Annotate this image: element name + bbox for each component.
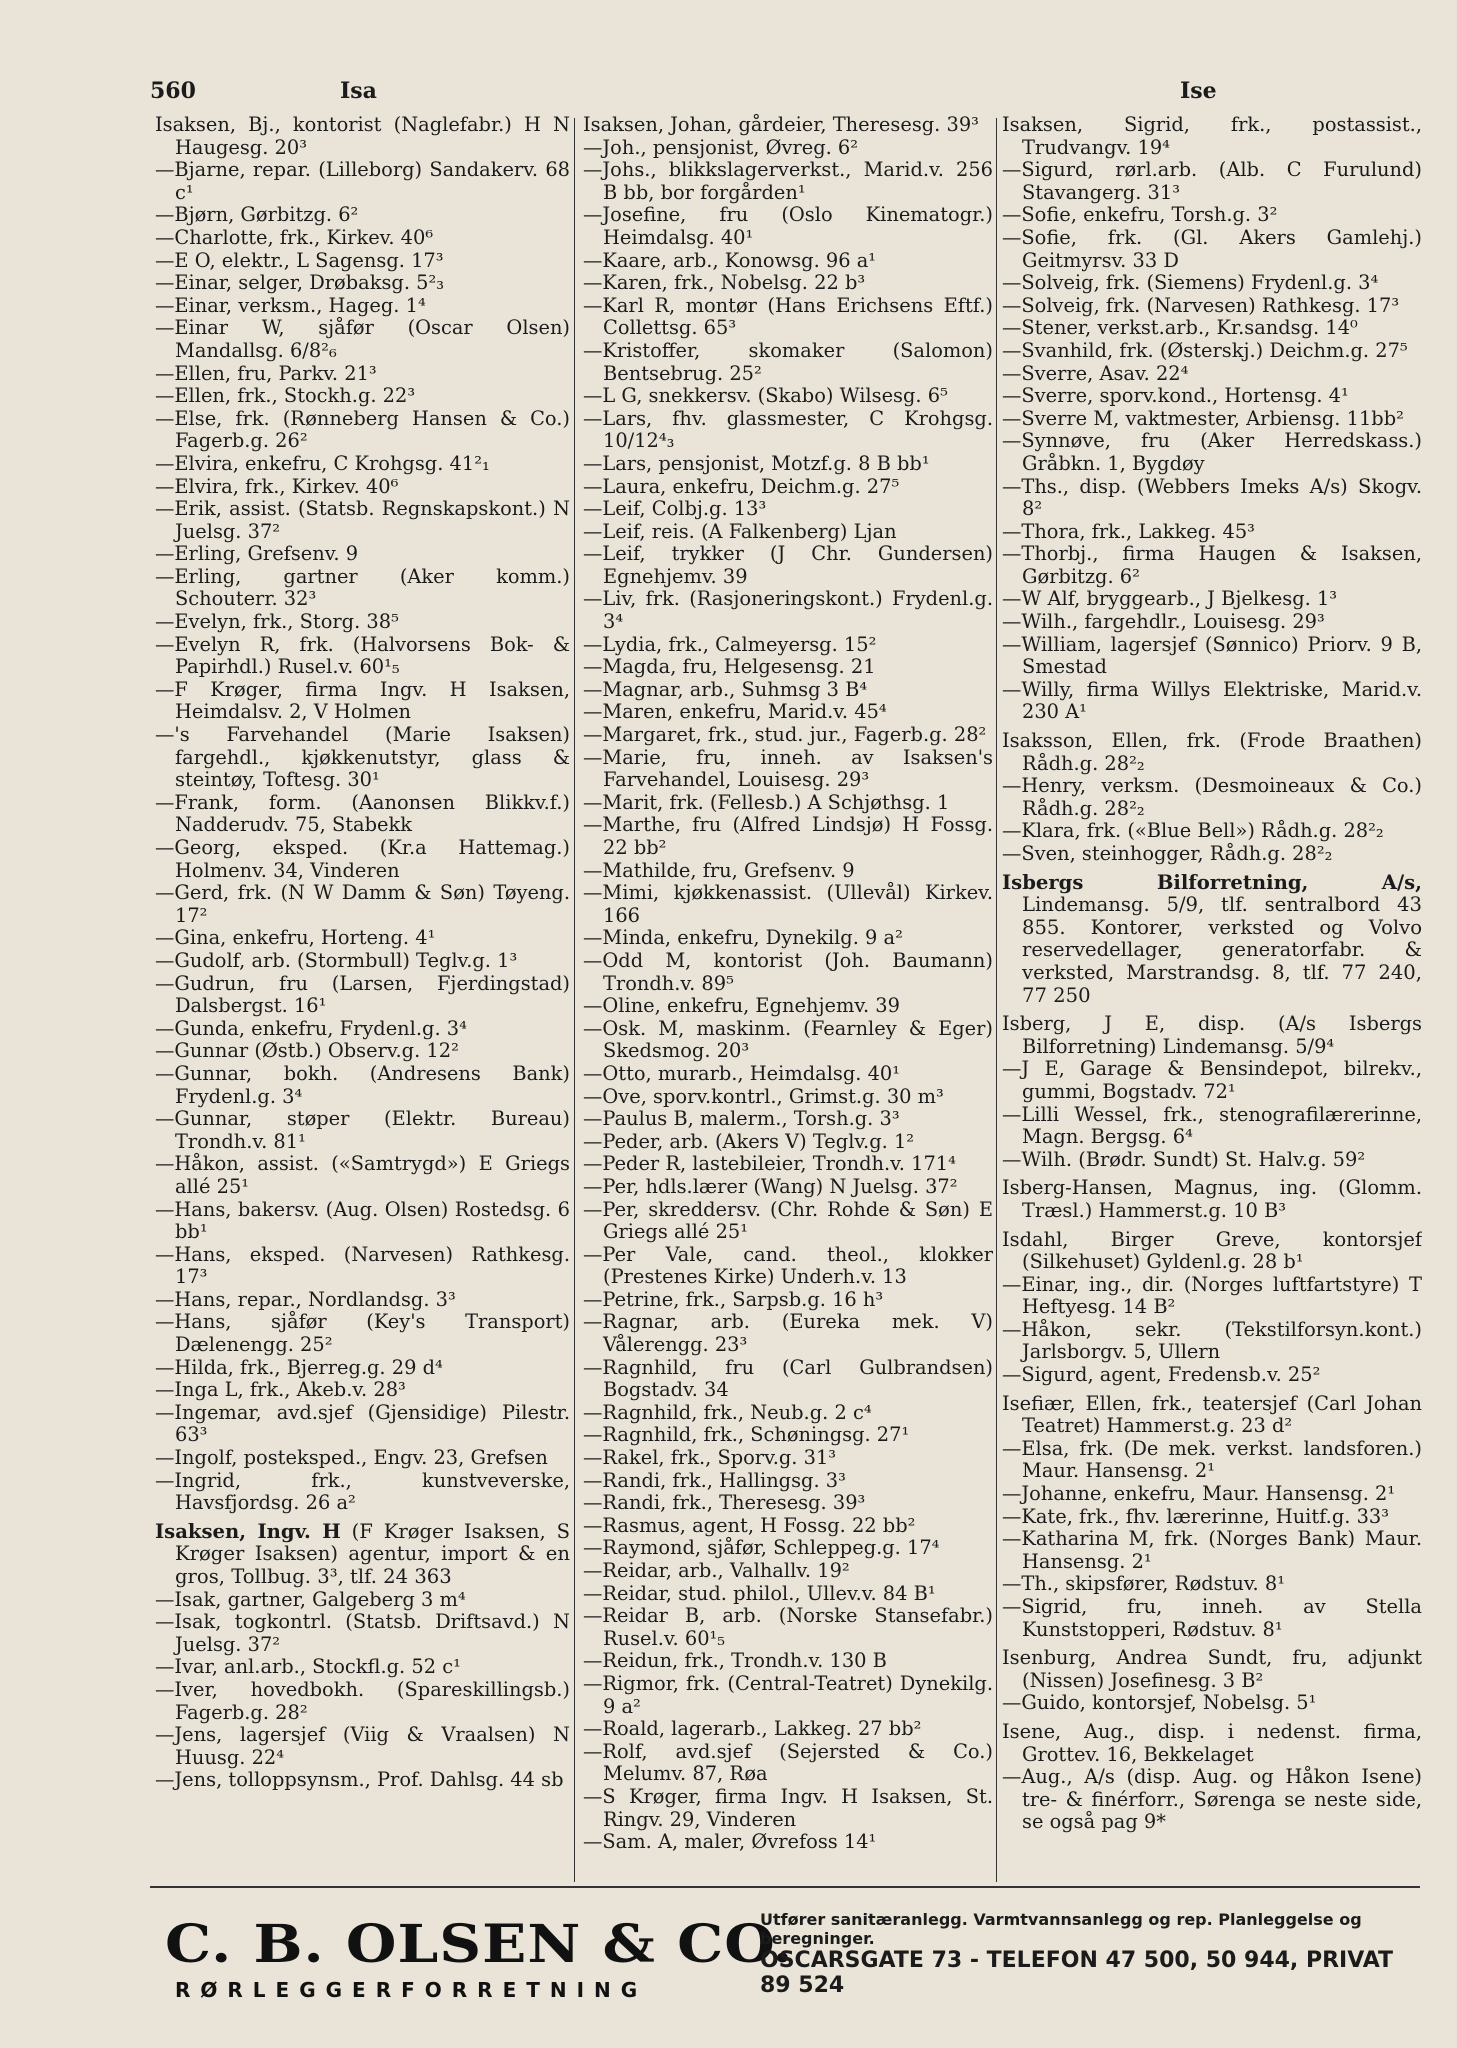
right-running-head: Ise	[1180, 78, 1217, 104]
directory-entry: —'s Farvehandel (Marie Isaksen) fargehdl., kjøkkenutstyr, glass & steintøy, Toftesg. 30¹	[155, 723, 570, 792]
directory-entry: —Stener, verkst.arb., Kr.sandsg. 14⁰	[1002, 316, 1358, 340]
directory-entry: —Thora, frk., Lakkeg. 45³	[1002, 519, 1255, 543]
ad-contact: OSCARSGATE 73 - TELEFON 47 500, 50 944, PRIVAT 89 524	[760, 1948, 1394, 1998]
directory-entry: —Ingrid, frk., kunstveverske, Havsfjordsg. 26 a²	[155, 1468, 570, 1515]
directory-entry: —Evelyn R, frk. (Halvorsens Bok- & Papirhdl.) Rusel.v. 60¹₅	[155, 632, 570, 679]
directory-entry: —Gina, enkefru, Horteng. 4¹	[155, 926, 436, 950]
directory-entry: —Inga L, frk., Akeb.v. 28³	[155, 1378, 406, 1402]
ad-services: Utfører sanitæranlegg. Varmtvannsanlegg og rep. Planleggelse og beregninger.	[760, 1910, 1362, 1948]
directory-entry: —Sam. A, maler, Øvrefoss 14¹	[583, 1830, 877, 1854]
directory-entry: —Charlotte, frk., Kirkev. 40⁶	[155, 225, 434, 249]
directory-entry: —Else, frk. (Rønneberg Hansen & Co.) Fagerb.g. 26²	[155, 406, 570, 453]
page-number: 560	[150, 78, 196, 104]
directory-entry: —Ellen, fru, Parkv. 21³	[155, 361, 377, 385]
footer-rule	[150, 1886, 1420, 1888]
directory-entry: —Lydia, frk., Calmeyersg. 15²	[583, 632, 877, 656]
directory-entry: —Laura, enkefru, Deichm.g. 27⁵	[583, 474, 900, 498]
directory-entry: —Sverre, Asav. 22⁴	[1002, 361, 1189, 385]
directory-entry: —Hilda, frk., Bjerreg.g. 29 d⁴	[155, 1355, 443, 1379]
entry-name-bold: Isbergs Bilforretning, A/s,	[1002, 870, 1422, 894]
directory-entry: —Ingolf, posteksped., Engv. 23, Grefsen	[155, 1446, 548, 1470]
directory-entry: —Odd M, kontorist (Joh. Baumann) Trondh.v. 89⁵	[583, 948, 993, 995]
directory-entry: —Kaare, arb., Konowsg. 96 a¹	[583, 248, 877, 272]
directory-entry: —Gunnar, støper (Elektr. Bureau) Trondh.v. 81¹	[155, 1107, 570, 1153]
directory-entry: Isaksen, Bj., kontorist (Naglefabr.) H N Haugesg. 20³	[155, 114, 570, 159]
directory-entry: —Frank, form. (Aanonsen Blikkv.f.) Nadderudv. 75, Stabekk	[155, 790, 570, 837]
directory-entry: —Rolf, avd.sjef (Sejersted & Co.) Melumv. 87, Røa	[583, 1739, 993, 1786]
directory-entry: —Peder, arb. (Akers V) Teglv.g. 1²	[583, 1129, 915, 1153]
directory-entry: —Gudrun, fru (Larsen, Fjerdingstad) Dalsbergst. 16¹	[155, 971, 570, 1018]
directory-entry	[155, 1521, 570, 1589]
directory-entry: —Per Vale, cand. theol., klokker (Prestenes Kirke) Underh.v. 13	[583, 1242, 993, 1289]
directory-entry: —Magda, fru, Helgesensg. 21	[583, 655, 876, 679]
entry-details: Lindemansg. 5/9, tlf. sentralbord 43 855. Kontorer, verksted og Volvo reservedellager, generatorfabr. & verksted, Marstrandsg. 8, tlf. 77 240, 77 250	[1022, 893, 1422, 1007]
directory-entry: —Ragnar, arb. (Eureka mek. V) Vålerengg. 23³	[583, 1310, 993, 1357]
directory-entry: —Karl R, montør (Hans Erichsens Eftf.) Collettsg. 65³	[583, 293, 993, 340]
directory-entry: —Josefine, fru (Oslo Kinematogr.) Heimdalsg. 40¹	[583, 203, 993, 249]
directory-entry: —Kate, frk., fhv. lærerinne, Huitf.g. 33³	[1002, 1504, 1390, 1528]
directory-entry: —E O, elektr., L Sagensg. 17³	[155, 248, 444, 272]
directory-entry: —Henry, verksm. (Desmoineaux & Co.) Rådh.g. 28²₂	[1002, 774, 1422, 820]
directory-entry: —Wilh. (Brødr. Sundt) St. Halv.g. 59²	[1002, 1147, 1366, 1171]
directory-entry: —Bjarne, repar. (Lilleborg) Sandakerv. 68 c¹	[155, 158, 570, 204]
directory-entry: —Rasmus, agent, H Fossg. 22 bb²	[583, 1513, 916, 1537]
directory-entry: —Kristoffer, skomaker (Salomon) Bentsebrug. 25²	[583, 338, 993, 385]
directory-entry: Isene, Aug., disp. i nedenst. firma, Grottev. 16, Bekkelaget	[1002, 1719, 1422, 1766]
directory-entry	[1002, 872, 1422, 1008]
directory-entry: —Aug., A/s (disp. Aug. og Håkon Isene) tre- & finérforr., Sørenga se neste side, se også pag 9*	[1002, 1765, 1422, 1834]
directory-entry: —Lilli Wessel, frk., stenografilærerinne, Magn. Bergsg. 6⁴	[1002, 1102, 1422, 1149]
directory-entry: —Johanne, enkefru, Maur. Hansensg. 2¹	[1002, 1482, 1396, 1506]
directory-entry: —Hans, repar., Nordlandsg. 3³	[155, 1287, 456, 1311]
directory-entry: —Ths., disp. (Webbers Imeks A/s) Skogv. 8²	[1002, 474, 1422, 521]
directory-entry: —F Krøger, firma Ingv. H Isaksen, Heimdalsv. 2, V Holmen	[155, 677, 570, 724]
directory-entry: —Joh., pensjonist, Øvreg. 6²	[583, 135, 859, 159]
directory-entry: —Bjørn, Gørbitzg. 6²	[155, 203, 359, 227]
directory-entry: —Evelyn, frk., Storg. 38⁵	[155, 610, 399, 634]
directory-entry: —Sofie, frk. (Gl. Akers Gamlehj.) Geitmyrsv. 33 D	[1002, 225, 1422, 272]
directory-entry: —W Alf, bryggearb., J Bjelkesg. 1³	[1002, 587, 1338, 611]
directory-entry: —Thorbj., firma Haugen & Isaksen, Gørbitzg. 6²	[1002, 542, 1422, 588]
ad-company-subtitle: RØRLEGGERFORRETNING	[175, 1978, 648, 2002]
directory-entry: —Reidun, frk., Trondh.v. 130 B	[583, 1649, 887, 1673]
directory-entry: —Paulus B, malerm., Torsh.g. 3³	[583, 1107, 900, 1131]
directory-entry: —Georg, eksped. (Kr.a Hattemag.) Holmenv. 34, Vinderen	[155, 836, 570, 882]
directory-entry: —Liv, frk. (Rasjoneringskont.) Frydenl.g. 3⁴	[583, 587, 993, 634]
directory-entry: —Reidar, arb., Valhallv. 19²	[583, 1559, 850, 1582]
directory-entry: —Per, skreddersv. (Chr. Rohde & Søn) E Griegs allé 25¹	[583, 1197, 993, 1244]
directory-entry: —Katharina M, frk. (Norges Bank) Maur. Hansensg. 2¹	[1002, 1527, 1422, 1573]
directory-entry: —Roald, lagerarb., Lakkeg. 27 bb²	[583, 1717, 922, 1741]
directory-entry: —Hans, eksped. (Narvesen) Rathkesg. 17³	[155, 1242, 570, 1289]
directory-entry: —Ingemar, avd.sjef (Gjensidige) Pilestr. 63³	[155, 1400, 570, 1447]
directory-entry: Isdahl, Birger Greve, kontorsjef (Silkehuset) Gyldenl.g. 28 b¹	[1002, 1227, 1422, 1274]
directory-entry: —Minda, enkefru, Dynekilg. 9 a²	[583, 926, 903, 950]
directory-entry: —L G, snekkersv. (Skabo) Wilsesg. 6⁵	[583, 384, 948, 408]
directory-entry: —Karen, frk., Nobelsg. 22 b³	[583, 271, 866, 295]
directory-entry: —Jens, lagersjef (Viig & Vraalsen) N Huusg. 22⁴	[155, 1723, 570, 1769]
directory-entry: —Solveig, frk. (Siemens) Frydenl.g. 3⁴	[1002, 271, 1379, 295]
directory-entry: —Peder R, lastebileier, Trondh.v. 171⁴	[583, 1152, 956, 1176]
directory-entry: —Hans, bakersv. (Aug. Olsen) Rostedsg. 6 bb¹	[155, 1197, 570, 1244]
directory-entry: —Raymond, sjåfør, Schleppeg.g. 17⁴	[583, 1536, 940, 1560]
entry-name-bold: Isaksen, Ingv. H	[155, 1519, 341, 1543]
directory-entry: —Randi, frk., Theresesg. 39³	[583, 1491, 866, 1515]
directory-entry: —Gunnar, bokh. (Andresens Bank) Frydenl.g. 3⁴	[155, 1061, 570, 1108]
directory-entry: —Guido, kontorsjef, Nobelsg. 5¹	[1002, 1691, 1317, 1715]
directory-entry: —Ellen, frk., Stockh.g. 22³	[155, 384, 416, 408]
entry-details: (F Krøger Isaksen, S Krøger Isaksen) agentur, import & en gros, Tollbug. 3³, tlf. 24 363	[175, 1519, 570, 1588]
directory-entry: —Erik, assist. (Statsb. Regnskapskont.) N Juelsg. 37²	[155, 497, 570, 543]
directory-entry: Isefiær, Ellen, frk., teatersjef (Carl Johan Teatret) Hammerst.g. 23 d²	[1002, 1391, 1422, 1438]
directory-entry: Isberg-Hansen, Magnus, ing. (Glomm. Træsl.) Hammerst.g. 10 B³	[1002, 1176, 1422, 1222]
directory-entry: —Håkon, sekr. (Tekstilforsyn.kont.) Jarlsborgv. 5, Ullern	[1002, 1317, 1422, 1364]
directory-entry: —Einar, verksm., Hageg. 1⁴	[155, 293, 426, 317]
directory-column-2	[583, 114, 993, 1884]
directory-entry: —Marit, frk. (Fellesb.) A Schjøthsg. 1	[583, 790, 950, 814]
directory-entry: —Ivar, anl.arb., Stockfl.g. 52 c¹	[155, 1655, 461, 1679]
directory-entry: —Th., skipsfører, Rødstuv. 8¹	[1002, 1572, 1285, 1596]
directory-entry: —Osk. M, maskinm. (Fearnley & Eger) Skedsmog. 20³	[583, 1016, 993, 1063]
advertisement-banner	[150, 1896, 1420, 2002]
directory-entry: —Rakel, frk., Sporv.g. 31³	[583, 1446, 837, 1470]
directory-entry: Isaksen, Sigrid, frk., postassist., Trudvangv. 19⁴	[1002, 114, 1422, 159]
directory-entry: —S Krøger, firma Ingv. H Isaksen, St. Ringv. 29, Vinderen	[583, 1784, 993, 1831]
page-header	[150, 78, 1420, 108]
directory-entry: —Einar W, sjåfør (Oscar Olsen) Mandallsg. 6/8²₆	[155, 316, 570, 362]
directory-entry: Isaksen, Johan, gårdeier, Theresesg. 39³	[583, 114, 979, 136]
directory-entry: —Otto, murarb., Heimdalsg. 40¹	[583, 1061, 901, 1085]
directory-entry: —Lars, pensjonist, Motzf.g. 8 B bb¹	[583, 451, 930, 475]
directory-entry: —Mathilde, fru, Grefsenv. 9	[583, 858, 855, 882]
directory-entry: —Maren, enkefru, Marid.v. 45⁴	[583, 700, 887, 724]
directory-entry: —Håkon, assist. («Samtrygd») E Griegs allé 25¹	[155, 1152, 570, 1198]
directory-entry: —Johs., blikkslagerverkst., Marid.v. 256 B bb, bor forgården¹	[583, 158, 993, 204]
directory-entry: —Leif, trykker (J Chr. Gundersen) Egnehjemv. 39	[583, 542, 993, 588]
directory-entry: —Gunnar (Østb.) Observ.g. 12²	[155, 1039, 459, 1063]
directory-entry: —Ragnhild, frk., Schøningsg. 27¹	[583, 1423, 910, 1447]
directory-column-1	[155, 114, 570, 1884]
directory-entry: —Elvira, frk., Kirkev. 40⁶	[155, 474, 399, 498]
directory-entry: —Margaret, frk., stud. jur., Fagerb.g. 28²	[583, 723, 987, 747]
column-divider	[574, 118, 575, 1882]
left-running-head: Isa	[340, 78, 377, 104]
directory-entry: —Svanhild, frk. (Østerskj.) Deichm.g. 27⁵	[1002, 338, 1408, 362]
directory-entry: —Sigurd, rørl.arb. (Alb. C Furulund) Stavangerg. 31³	[1002, 158, 1422, 204]
directory-entry: —Isak, gartner, Galgeberg 3 m⁴	[155, 1587, 466, 1611]
directory-entry: —Ragnhild, frk., Neub.g. 2 c⁴	[583, 1400, 872, 1424]
directory-entry: —Einar, ing., dir. (Norges luftfartstyre) T Heftyesg. 14 B²	[1002, 1272, 1422, 1319]
directory-entry: —Erling, Grefsenv. 9	[155, 542, 359, 566]
directory-entry: —Hans, sjåfør (Key's Transport) Dælenengg. 25²	[155, 1310, 570, 1357]
directory-entry: —Isak, togkontrl. (Statsb. Driftsavd.) N Juelsg. 37²	[155, 1610, 570, 1656]
directory-entry: —Randi, frk., Hallingsg. 3³	[583, 1468, 846, 1492]
ad-company-name: C. B. OLSEN & CO.	[165, 1913, 794, 1975]
directory-entry: —Elvira, enkefru, C Krohgsg. 41²₁	[155, 451, 490, 475]
directory-entry: —Sverre M, vaktmester, Arbiensg. 11bb²	[1002, 406, 1404, 430]
directory-entry: —Gunda, enkefru, Frydenl.g. 3⁴	[155, 1016, 467, 1040]
directory-entry: —Leif, reis. (A Falkenberg) Ljan	[583, 519, 897, 543]
directory-entry: —Jens, tolloppsynsm., Prof. Dahlsg. 44 sb	[155, 1768, 564, 1792]
directory-entry: —Iver, hovedbokh. (Spareskillingsb.) Fagerb.g. 28²	[155, 1677, 570, 1724]
directory-entry: Isaksson, Ellen, frk. (Frode Braathen) Rådh.g. 28²₂	[1002, 729, 1422, 775]
directory-entry: —Einar, selger, Drøbaksg. 5²₃	[155, 271, 445, 295]
directory-entry: —Solveig, frk. (Narvesen) Rathkesg. 17³	[1002, 293, 1400, 317]
directory-entry: —Sigrid, fru, inneh. av Stella Kunststopperi, Rødstuv. 8¹	[1002, 1595, 1422, 1641]
directory-entry: —Lars, fhv. glassmester, C Krohgsg. 10/12⁴₃	[583, 406, 993, 453]
directory-entry: —Per, hdls.lærer (Wang) N Juelsg. 37²	[583, 1174, 958, 1198]
directory-entry: —Reidar, stud. philol., Ullev.v. 84 B¹	[583, 1581, 936, 1605]
directory-entry: —Marie, fru, inneh. av Isaksen's Farvehandel, Louisesg. 29³	[583, 745, 993, 792]
directory-entry: —Leif, Colbj.g. 13³	[583, 497, 767, 521]
directory-column-3	[1002, 114, 1422, 1884]
directory-entry: —J E, Garage & Bensindepot, bilrekv., gummi, Bogstadv. 72¹	[1002, 1057, 1422, 1103]
directory-entry: —Klara, frk. («Blue Bell») Rådh.g. 28²₂	[1002, 819, 1384, 843]
directory-entry: —Willy, firma Willys Elektriske, Marid.v. 230 A¹	[1002, 677, 1422, 724]
directory-entry: —Erling, gartner (Aker komm.) Schouterr. 32³	[155, 564, 570, 611]
directory-entry: —Reidar B, arb. (Norske Stansefabr.) Rusel.v. 60¹₅	[583, 1604, 993, 1650]
directory-entry: —Sigurd, agent, Fredensb.v. 25²	[1002, 1363, 1321, 1387]
directory-entry: —Gerd, frk. (N W Damm & Søn) Tøyeng. 17²	[155, 881, 570, 927]
column-divider	[996, 118, 997, 1882]
directory-entry: —William, lagersjef (Sønnico) Priorv. 9 B, Smestad	[1002, 632, 1422, 679]
directory-entry: —Ragnhild, fru (Carl Gulbrandsen) Bogstadv. 34	[583, 1355, 993, 1402]
directory-entry: —Oline, enkefru, Egnehjemv. 39	[583, 994, 900, 1018]
directory-entry: —Mimi, kjøkkenassist. (Ullevål) Kirkev. 166	[583, 881, 993, 927]
directory-entry: —Elsa, frk. (De mek. verkst. landsforen.) Maur. Hansensg. 2¹	[1002, 1436, 1422, 1483]
directory-entry: —Marthe, fru (Alfred Lindsjø) H Fossg. 22 bb²	[583, 813, 993, 859]
directory-entry: —Gudolf, arb. (Stormbull) Teglv.g. 1³	[155, 948, 518, 972]
directory-entry: —Sofie, enkefru, Torsh.g. 3²	[1002, 203, 1278, 227]
directory-entry: —Ove, sporv.kontrl., Grimst.g. 30 m³	[583, 1084, 944, 1108]
directory-entry: Isberg, J E, disp. (A/s Isbergs Bilforretning) Lindemansg. 5/9⁴	[1002, 1012, 1422, 1058]
directory-entry: Isenburg, Andrea Sundt, fru, adjunkt (Nissen) Josefinesg. 3 B²	[1002, 1646, 1422, 1692]
directory-entry: —Wilh., fargehdlr., Louisesg. 29³	[1002, 610, 1325, 634]
directory-entry: —Synnøve, fru (Aker Herredskass.) Gråbkn. 1, Bygdøy	[1002, 429, 1422, 475]
directory-entry: —Petrine, frk., Sarpsb.g. 16 h³	[583, 1287, 884, 1311]
directory-entry: —Sven, steinhogger, Rådh.g. 28²₂	[1002, 842, 1333, 865]
directory-entry: —Sverre, sporv.kond., Hortensg. 4¹	[1002, 384, 1349, 408]
directory-entry: —Magnar, arb., Suhmsg 3 B⁴	[583, 677, 868, 701]
directory-entry: —Rigmor, frk. (Central-Teatret) Dynekilg. 9 a²	[583, 1671, 993, 1718]
